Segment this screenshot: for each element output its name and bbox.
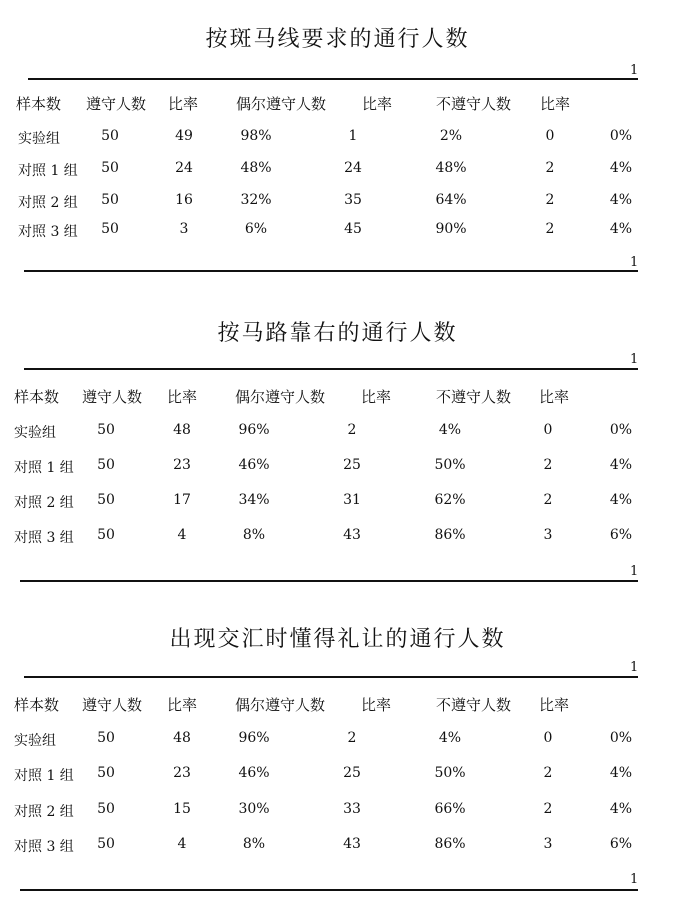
noncomply-cell: 2 xyxy=(543,765,553,781)
occasional-cell: 25 xyxy=(343,765,361,781)
group-cell: 实验组 xyxy=(14,733,56,749)
group-cell: 对照 3 组 xyxy=(14,530,74,546)
comply-rate-cell: 30% xyxy=(238,801,270,817)
sample-cell: 50 xyxy=(97,836,115,852)
group-cell: 对照 1 组 xyxy=(14,768,74,784)
column-header: 比率 xyxy=(362,95,393,113)
occasional-rate-cell: 4% xyxy=(438,730,462,746)
comply-cell: 23 xyxy=(173,765,191,781)
noncomply-cell: 0 xyxy=(543,422,553,438)
comply-rate-cell: 8% xyxy=(242,836,266,852)
occasional-cell: 43 xyxy=(343,836,361,852)
column-header: 比率 xyxy=(361,696,392,714)
sample-cell: 50 xyxy=(101,128,119,144)
noncomply-cell: 2 xyxy=(545,160,555,176)
group-cell: 对照 1 组 xyxy=(14,460,74,476)
table-title: 按马路靠右的通行人数 xyxy=(217,321,458,346)
noncomply-rate-cell: 0% xyxy=(609,422,633,438)
column-header: 遵守人数 xyxy=(82,388,143,406)
comply-rate-cell: 98% xyxy=(240,128,272,144)
noncomply-rate-cell: 4% xyxy=(609,160,633,176)
group-cell: 对照 2 组 xyxy=(18,195,78,211)
occasional-cell: 33 xyxy=(343,801,361,817)
table-row xyxy=(0,730,675,750)
noncomply-cell: 0 xyxy=(543,730,553,746)
noncomply-cell: 2 xyxy=(543,457,553,473)
column-header: 不遵守人数 xyxy=(436,696,512,714)
column-header: 偶尔遵守人数 xyxy=(235,696,326,714)
comply-rate-cell: 34% xyxy=(238,492,270,508)
column-header: 比率 xyxy=(167,388,198,406)
occasional-cell: 1 xyxy=(348,128,358,144)
group-cell: 对照 3 组 xyxy=(14,839,74,855)
comply-cell: 17 xyxy=(173,492,191,508)
occasional-rate-cell: 86% xyxy=(434,527,466,543)
group-cell: 对照 2 组 xyxy=(14,495,74,511)
occasional-rate-cell: 50% xyxy=(434,457,466,473)
noncomply-rate-cell: 4% xyxy=(609,801,633,817)
table-row xyxy=(0,160,675,180)
occasional-rate-cell: 2% xyxy=(439,128,463,144)
noncomply-cell: 2 xyxy=(545,221,555,237)
noncomply-cell: 2 xyxy=(545,192,555,208)
noncomply-cell: 3 xyxy=(543,527,553,543)
sample-cell: 50 xyxy=(101,192,119,208)
noncomply-rate-cell: 4% xyxy=(609,457,633,473)
column-header: 样本数 xyxy=(14,388,60,406)
occasional-cell: 2 xyxy=(347,730,357,746)
occasional-rate-cell: 48% xyxy=(435,160,467,176)
header-row xyxy=(0,694,675,714)
column-header: 偶尔遵守人数 xyxy=(235,388,326,406)
table-row xyxy=(0,221,675,241)
column-header: 样本数 xyxy=(16,95,62,113)
group-cell: 实验组 xyxy=(18,131,60,147)
group-cell: 实验组 xyxy=(14,425,56,441)
column-header: 比率 xyxy=(540,95,571,113)
column-header: 比率 xyxy=(168,95,199,113)
group-cell: 对照 3 组 xyxy=(18,224,78,240)
occasional-cell: 25 xyxy=(343,457,361,473)
comply-cell: 24 xyxy=(175,160,193,176)
top-rule xyxy=(24,368,638,370)
comply-cell: 4 xyxy=(177,527,187,543)
noncomply-rate-cell: 6% xyxy=(609,836,633,852)
sample-cell: 50 xyxy=(101,221,119,237)
column-header: 遵守人数 xyxy=(86,95,147,113)
column-header: 不遵守人数 xyxy=(436,388,512,406)
comply-cell: 15 xyxy=(173,801,191,817)
page-marker: 1 xyxy=(630,63,639,78)
group-cell: 对照 2 组 xyxy=(14,804,74,820)
occasional-rate-cell: 64% xyxy=(435,192,467,208)
table-row xyxy=(0,801,675,821)
noncomply-cell: 2 xyxy=(543,492,553,508)
comply-cell: 48 xyxy=(173,730,191,746)
comply-rate-cell: 96% xyxy=(238,422,270,438)
noncomply-rate-cell: 4% xyxy=(609,192,633,208)
comply-rate-cell: 8% xyxy=(242,527,266,543)
comply-cell: 49 xyxy=(175,128,193,144)
comply-cell: 4 xyxy=(177,836,187,852)
sample-cell: 50 xyxy=(97,422,115,438)
occasional-cell: 35 xyxy=(344,192,362,208)
sample-cell: 50 xyxy=(97,457,115,473)
header-row xyxy=(0,386,675,406)
table-row xyxy=(0,128,675,148)
noncomply-rate-cell: 4% xyxy=(609,492,633,508)
noncomply-rate-cell: 6% xyxy=(609,527,633,543)
noncomply-rate-cell: 4% xyxy=(609,765,633,781)
occasional-cell: 43 xyxy=(343,527,361,543)
comply-cell: 16 xyxy=(175,192,193,208)
sample-cell: 50 xyxy=(97,801,115,817)
occasional-cell: 24 xyxy=(344,160,362,176)
sample-cell: 50 xyxy=(97,492,115,508)
table-row xyxy=(0,422,675,442)
comply-cell: 23 xyxy=(173,457,191,473)
occasional-cell: 2 xyxy=(347,422,357,438)
comply-rate-cell: 96% xyxy=(238,730,270,746)
page-marker: 1 xyxy=(630,352,639,367)
column-header: 偶尔遵守人数 xyxy=(236,95,327,113)
group-cell: 对照 1 组 xyxy=(18,163,78,179)
comply-rate-cell: 48% xyxy=(240,160,272,176)
table-title: 出现交汇时懂得礼让的通行人数 xyxy=(169,627,506,652)
table-row xyxy=(0,836,675,856)
occasional-rate-cell: 86% xyxy=(434,836,466,852)
column-header: 比率 xyxy=(167,696,198,714)
sample-cell: 50 xyxy=(97,730,115,746)
noncomply-cell: 3 xyxy=(543,836,553,852)
column-header: 比率 xyxy=(361,388,392,406)
comply-cell: 48 xyxy=(173,422,191,438)
page-marker: 1 xyxy=(630,564,639,579)
sample-cell: 50 xyxy=(97,765,115,781)
top-rule xyxy=(24,676,638,678)
occasional-cell: 45 xyxy=(344,221,362,237)
comply-rate-cell: 32% xyxy=(240,192,272,208)
page-marker: 1 xyxy=(630,660,639,675)
column-header: 样本数 xyxy=(14,696,60,714)
top-rule xyxy=(28,78,638,80)
occasional-rate-cell: 66% xyxy=(434,801,466,817)
table-row xyxy=(0,765,675,785)
table-row xyxy=(0,492,675,512)
column-header: 比率 xyxy=(539,388,570,406)
comply-rate-cell: 46% xyxy=(238,457,270,473)
header-row xyxy=(0,93,675,113)
bottom-rule xyxy=(20,889,638,891)
noncomply-rate-cell: 4% xyxy=(609,221,633,237)
sample-cell: 50 xyxy=(101,160,119,176)
column-header: 不遵守人数 xyxy=(436,95,512,113)
occasional-rate-cell: 4% xyxy=(438,422,462,438)
sample-cell: 50 xyxy=(97,527,115,543)
page-marker: 1 xyxy=(630,255,639,270)
table-row xyxy=(0,457,675,477)
noncomply-rate-cell: 0% xyxy=(609,128,633,144)
table-row xyxy=(0,192,675,212)
table-row xyxy=(0,527,675,547)
comply-cell: 3 xyxy=(179,221,189,237)
column-header: 遵守人数 xyxy=(82,696,143,714)
column-header: 比率 xyxy=(539,696,570,714)
comply-rate-cell: 6% xyxy=(244,221,268,237)
bottom-rule xyxy=(24,270,638,272)
page-marker: 1 xyxy=(630,872,639,887)
noncomply-cell: 0 xyxy=(545,128,555,144)
comply-rate-cell: 46% xyxy=(238,765,270,781)
noncomply-rate-cell: 0% xyxy=(609,730,633,746)
bottom-rule xyxy=(20,580,638,582)
occasional-rate-cell: 62% xyxy=(434,492,466,508)
table-title: 按斑马线要求的通行人数 xyxy=(205,27,470,52)
occasional-cell: 31 xyxy=(343,492,361,508)
noncomply-cell: 2 xyxy=(543,801,553,817)
occasional-rate-cell: 50% xyxy=(434,765,466,781)
occasional-rate-cell: 90% xyxy=(435,221,467,237)
